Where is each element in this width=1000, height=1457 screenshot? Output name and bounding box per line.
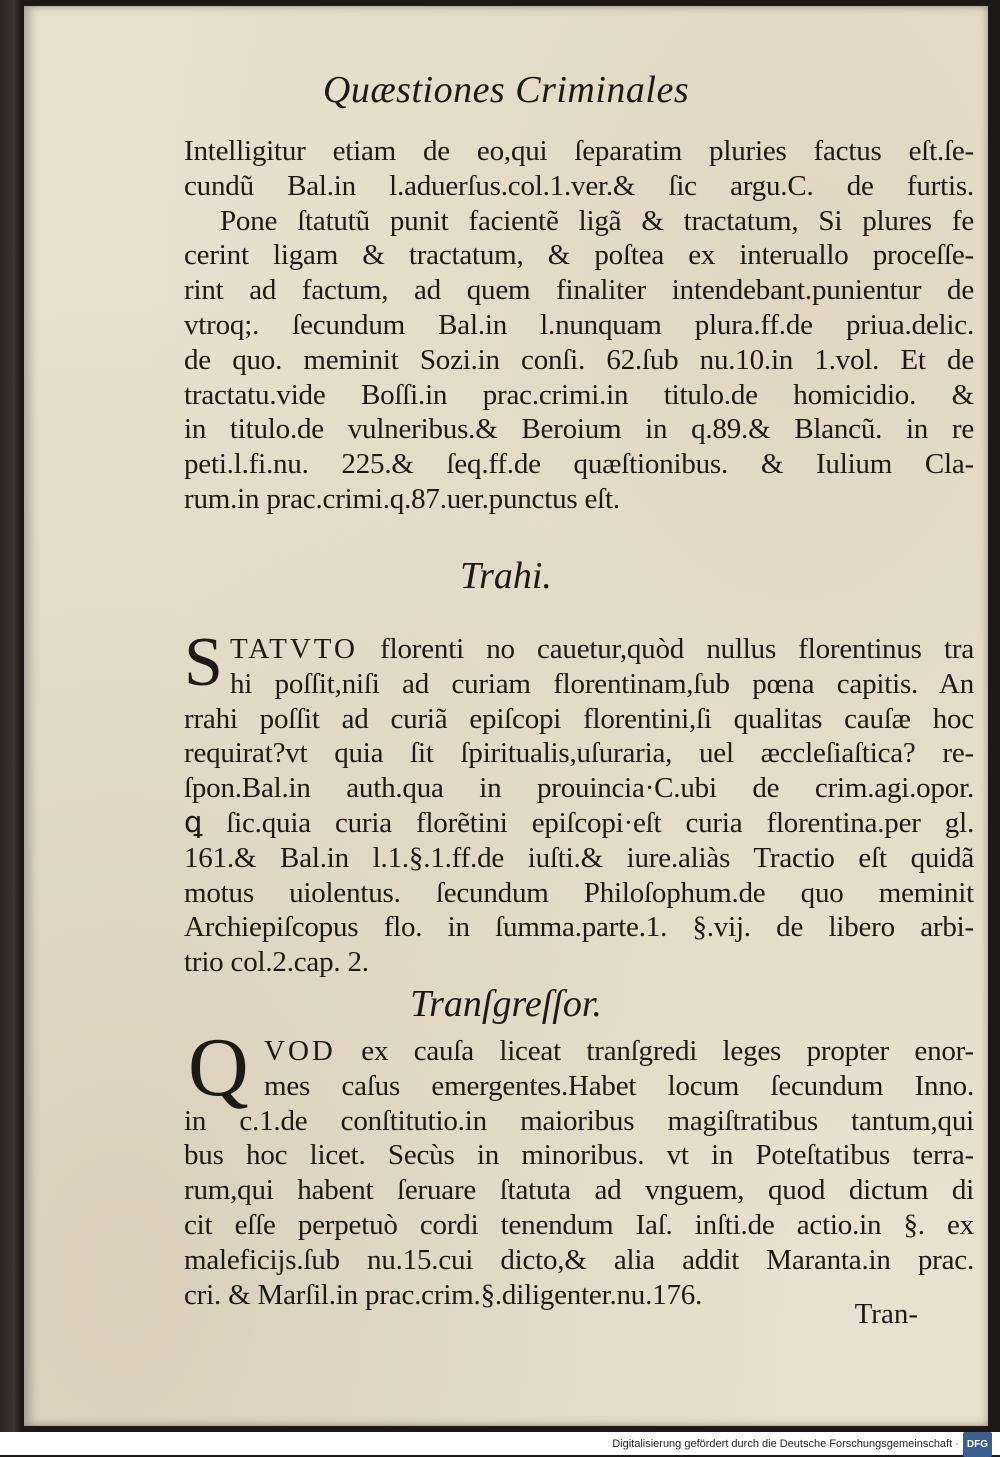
small-caps-word: TATVTO — [230, 633, 358, 665]
drop-cap-s: S — [184, 624, 223, 701]
text-line: cit eſſe perpetuò cordi tenendum Iaſ. inſti.de actio.in §. ex — [184, 1208, 974, 1241]
text-line — [184, 1034, 974, 1069]
text-line: Intelligitur etiam de eo,qui ſeparatim pluries factus eſt.ſe- — [184, 135, 974, 167]
paragraph-transgressor — [184, 1034, 974, 1312]
text-line: cerint ligam & tractatum, & poſtea ex interuallo proceſſe- — [184, 239, 974, 272]
text-line: 161.& Bal.in l.1.§.1.ff.de iuſti.& iure.aliàs Tractio eſt quidã — [184, 841, 974, 874]
running-head: Quæstiones Criminales — [322, 69, 690, 111]
small-caps-word: VOD — [264, 1035, 336, 1067]
text-line: cundũ Bal.in l.aduerſus.col.1.ver.& ſic argu.C. de furtis. — [184, 169, 974, 202]
text-line: rum.in prac.crimi.q.87.uer.punctus eſt. — [184, 482, 620, 515]
digitization-footer — [0, 1432, 1000, 1455]
paragraph-continuation — [184, 134, 974, 517]
text-line: rum,qui habent ſeruare ſtatuta ad vnguem, quod dictum di — [184, 1174, 974, 1207]
section-heading-trahi: Trahi. — [460, 555, 552, 597]
footer-credit: Digitalisierung gefördert durch die Deutsche Forschungsgemeinschaft · — [612, 1438, 959, 1450]
text-line: hi poſſit,niſi ad curiam florentinam,ſub pœna capitis. An — [230, 667, 974, 700]
text-line: maleficijs.ſub nu.15.cui dicto,& alia addit Maranta.in prac. — [184, 1243, 974, 1276]
book-page — [24, 6, 988, 1426]
paragraph-trahi — [184, 632, 974, 980]
text-line: Pone ſtatutũ punit facientẽ ligã & tractatum, Si plures fe — [220, 204, 974, 237]
text-line: rint ad factum, ad quem finaliter intendebant.punientur de — [184, 274, 974, 307]
text-fragment: florenti no cauetur,quòd nullus florentinus tra — [357, 633, 974, 665]
dfg-logo: DFG — [963, 1432, 992, 1457]
text-line: motus uiolentus. ſecundum Philoſophum.de quo meminit — [184, 876, 974, 909]
section-heading-transgressor: Tranſgreſſor. — [410, 983, 602, 1025]
text-line: tractatu.vide Boſſi.in prac.crimi.in titulo.de homicidio. & — [184, 378, 974, 411]
text-line — [184, 632, 974, 667]
text-line: mes caſus emergentes.Habet locum ſecundum Inno. — [264, 1069, 974, 1102]
text-line: in c.1.de conſtitutio.in maioribus magiſtratibus tantum,qui — [184, 1104, 974, 1137]
text-line: ſpon.Bal.in auth.qua in prouincia·C.ubi de crim.agi.opor. — [184, 772, 974, 805]
catchword: Tran- — [854, 1298, 918, 1330]
text-line: vtroq;. ſecundum Bal.in l.nunquam plura.ff.de priua.delic. — [184, 308, 974, 341]
text-line: de quo. meminit Sozi.in conſi. 62.ſub nu.10.in 1.vol. Et de — [184, 343, 974, 376]
text-line: ꝗ ſic.quia curia florẽtini epiſcopi·eſt curia florentina.per gl. — [184, 806, 974, 839]
text-line: cri. & Marſil.in prac.crim.§.diligenter.nu.176. — [184, 1278, 703, 1311]
text-fragment: ex cauſa liceat tranſgredi leges propter enor- — [335, 1035, 974, 1067]
text-line: Archiepiſcopus flo. in ſumma.parte.1. §.vij. de libero arbi- — [184, 911, 974, 944]
text-line: bus hoc licet. Secùs in minoribus. vt in Poteſtatibus terra- — [184, 1139, 974, 1172]
text-line: trio col.2.cap. 2. — [184, 946, 369, 979]
text-line: in titulo.de vulneribus.& Beroium in q.89.& Blancũ. in re — [184, 413, 974, 446]
text-line: peti.l.fi.nu. 225.& ſeq.ff.de quæſtionibus. & Iulium Cla- — [184, 448, 974, 481]
text-line: rrahi poſſit ad curiã epiſcopi florentini,ſi qualitas cauſæ hoc — [184, 702, 974, 735]
drop-cap-q: Q — [188, 1021, 249, 1114]
text-line: requirat?vt quia ſit ſpiritualis,uſuraria, uel æccleſiaſtica? re- — [184, 737, 974, 770]
